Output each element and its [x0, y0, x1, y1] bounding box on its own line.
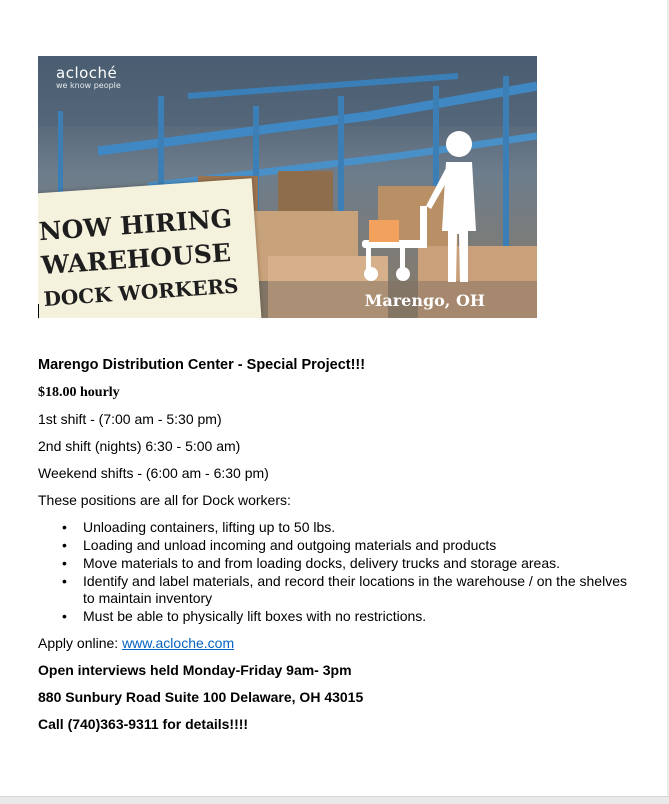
duty-text: Loading and unload incoming and outgoing materials and products: [83, 537, 497, 553]
duty-text: Unloading containers, lifting up to 50 lbs.: [83, 519, 336, 535]
website-link[interactable]: www.acloche.com: [122, 635, 235, 651]
brand-name: acloché: [56, 64, 118, 82]
shift-first: 1st shift - (7:00 am - 5:30 pm): [38, 411, 222, 427]
list-item: [62, 519, 638, 536]
duties-list: [38, 519, 638, 625]
text-cursor: [38, 304, 39, 318]
bullet-icon: •: [62, 519, 67, 535]
list-item: [62, 555, 638, 572]
hiring-banner-image: [38, 56, 537, 318]
now-hiring-sign: [38, 178, 261, 318]
brand-tagline: we know people: [56, 81, 121, 90]
sign-line-warehouse: WAREHOUSE: [40, 237, 232, 281]
sign-line-dock-workers: DOCK WORKERS: [42, 273, 240, 312]
list-item: [62, 573, 638, 607]
interview-hours: Open interviews held Monday-Friday 9am- 3pm: [38, 662, 352, 678]
pay-rate: $18.00 hourly: [38, 385, 120, 400]
shift-second: 2nd shift (nights) 6:30 - 5:00 am): [38, 438, 241, 454]
list-item: [62, 608, 638, 625]
bullet-icon: •: [62, 573, 67, 589]
duty-text: Move materials to and from loading docks, delivery trucks and storage areas.: [83, 555, 561, 571]
location-label: Marengo, OH: [364, 291, 485, 310]
acloche-logo: [56, 64, 121, 90]
apply-online: [38, 635, 638, 652]
apply-prefix: Apply online:: [38, 635, 123, 651]
posting-title: Marengo Distribution Center - Special Project!!!: [38, 357, 366, 373]
job-posting-body: [38, 357, 638, 743]
shift-weekend: Weekend shifts - (6:00 am - 6:30 pm): [38, 465, 269, 481]
positions-intro: These positions are all for Dock workers:: [38, 492, 291, 508]
horizontal-scrollbar[interactable]: [0, 796, 669, 804]
sign-line-now-hiring: NOW HIRING: [38, 203, 233, 247]
phone-call: Call (740)363-9311 for details!!!!: [38, 716, 249, 732]
list-item: [62, 537, 638, 554]
bullet-icon: •: [62, 555, 67, 571]
bullet-icon: •: [62, 537, 67, 553]
bullet-icon: •: [62, 608, 67, 624]
duty-text-continued: to maintain inventory: [83, 590, 213, 606]
office-address: 880 Sunbury Road Suite 100 Delaware, OH 43015: [38, 689, 364, 705]
duty-text: Must be able to physically lift boxes with no restrictions.: [83, 608, 427, 624]
duty-text: Identify and label materials, and record their locations in the warehouse / on the shelves: [83, 573, 627, 589]
